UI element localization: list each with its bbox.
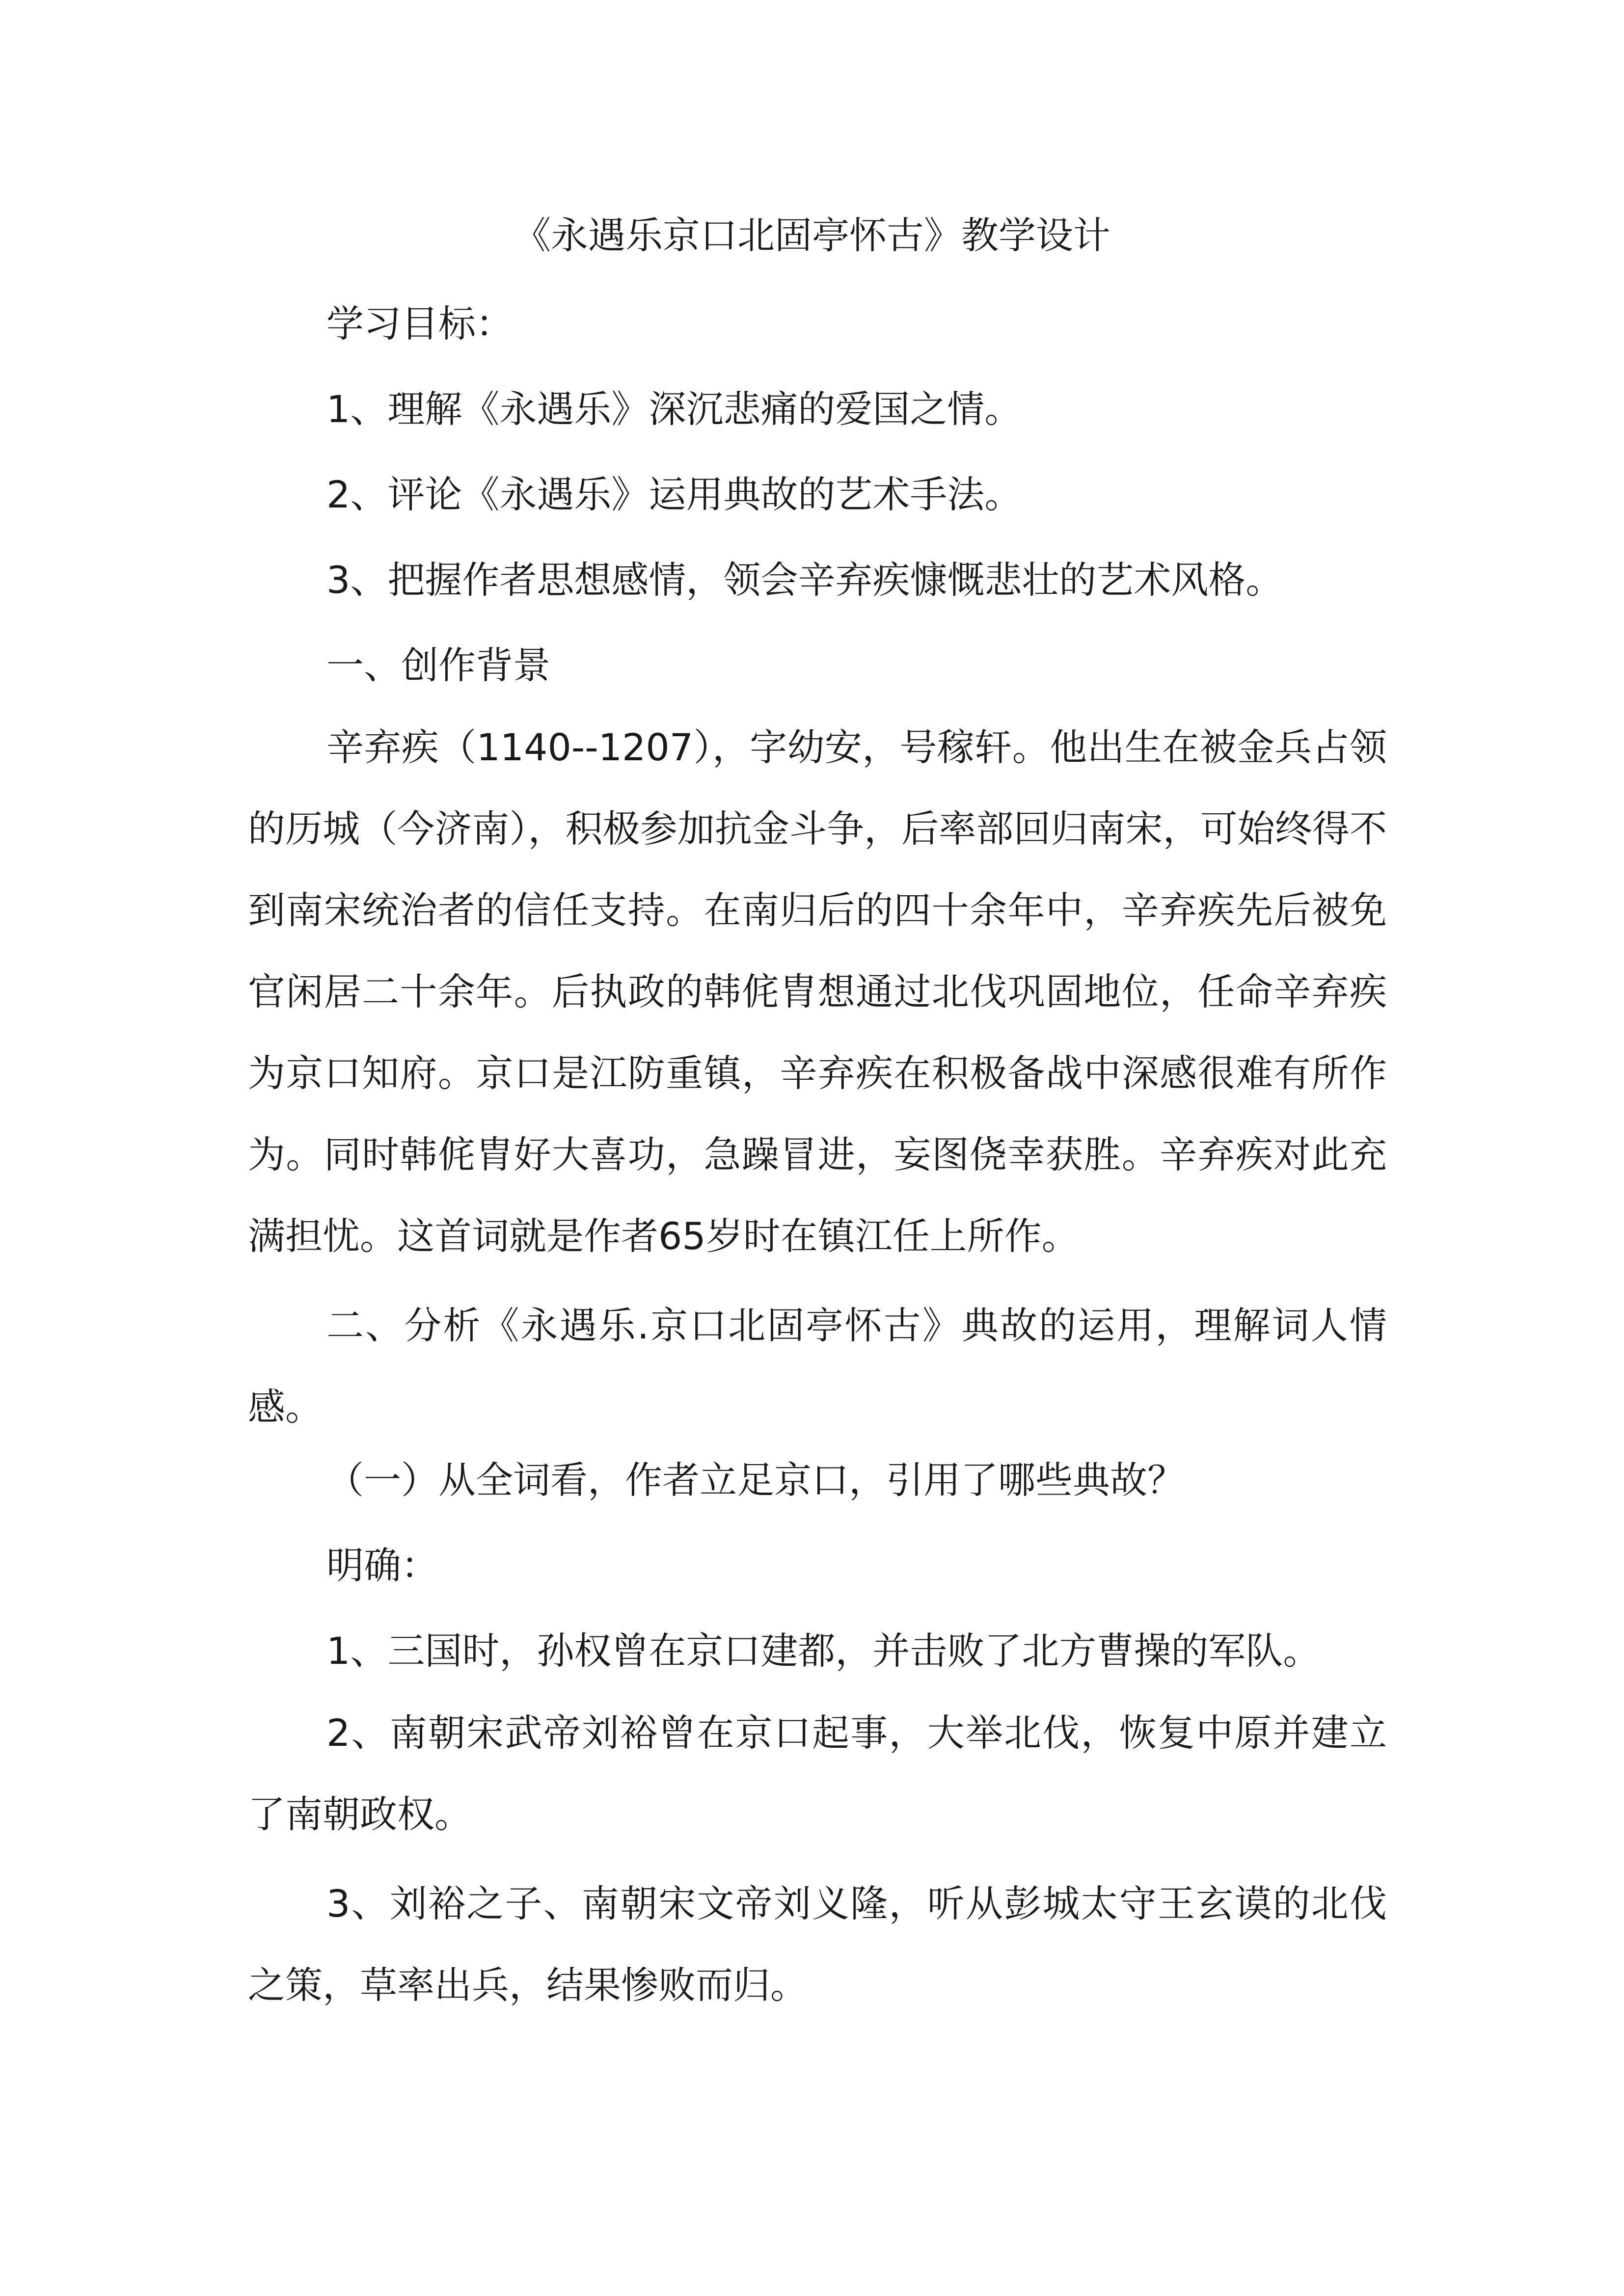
document-body [248, 299, 1387, 2061]
document-title: 《永遇乐京口北固亭怀古》教学设计 [514, 214, 1110, 257]
objectives-heading: 学习目标： [326, 302, 513, 346]
answer-item-3: 3、刘裕之子、南朝宋文帝刘义隆，听从彭城太守王玄谟的北伐之策，草率出兵，结果惨败而归。 [248, 1882, 1387, 2007]
answer-item-2: 2、南朝宋武帝刘裕曾在京口起事，大举北伐，恢复中原并建立了南朝政权。 [248, 1711, 1387, 1836]
question-1: （一）从全词看，作者立足京口，引用了哪些典故？ [326, 1458, 1185, 1502]
answer-item-1: 1、三国时，孙权曾在京口建都，并击败了北方曹操的军队。 [326, 1629, 1321, 1673]
objective-item-1: 1、理解《永遇乐》深沉悲痛的爱国之情。 [326, 387, 1022, 431]
section-heading-analysis: 二、分析《永遇乐.京口北固亭怀古》典故的运用，理解词人情感。 [248, 1304, 1387, 1429]
section-heading-background: 一、创作背景 [326, 643, 550, 687]
background-paragraph: 辛弃疾（1140--1207），字幼安，号稼轩。他出生在被金兵占领的历城（今济南），积极参加抗金斗争，后率部回归南宋，可始终得不到南宋统治者的信任支持。在南归后的四十余年中，辛弃疾先后被免官闲居二十余年。后执政的韩侂胄想通过北伐巩固地位，任命辛弃疾为京口知府。京口是江防重镇，辛弃疾在积极备战中深感很难有所作为。同时韩侂胄好大喜功，急躁冒进，妄图侥幸获胜。辛弃疾对此充满担忧。这首词就是作者65岁时在镇江任上所作。 [248, 725, 1387, 1258]
objective-item-2: 2、评论《永遇乐》运用典故的艺术手法。 [326, 473, 1022, 516]
objective-item-3: 3、把握作者思想感情，领会辛弃疾慷慨悲壮的艺术风格。 [326, 558, 1283, 602]
answer-label: 明确： [326, 1544, 438, 1587]
